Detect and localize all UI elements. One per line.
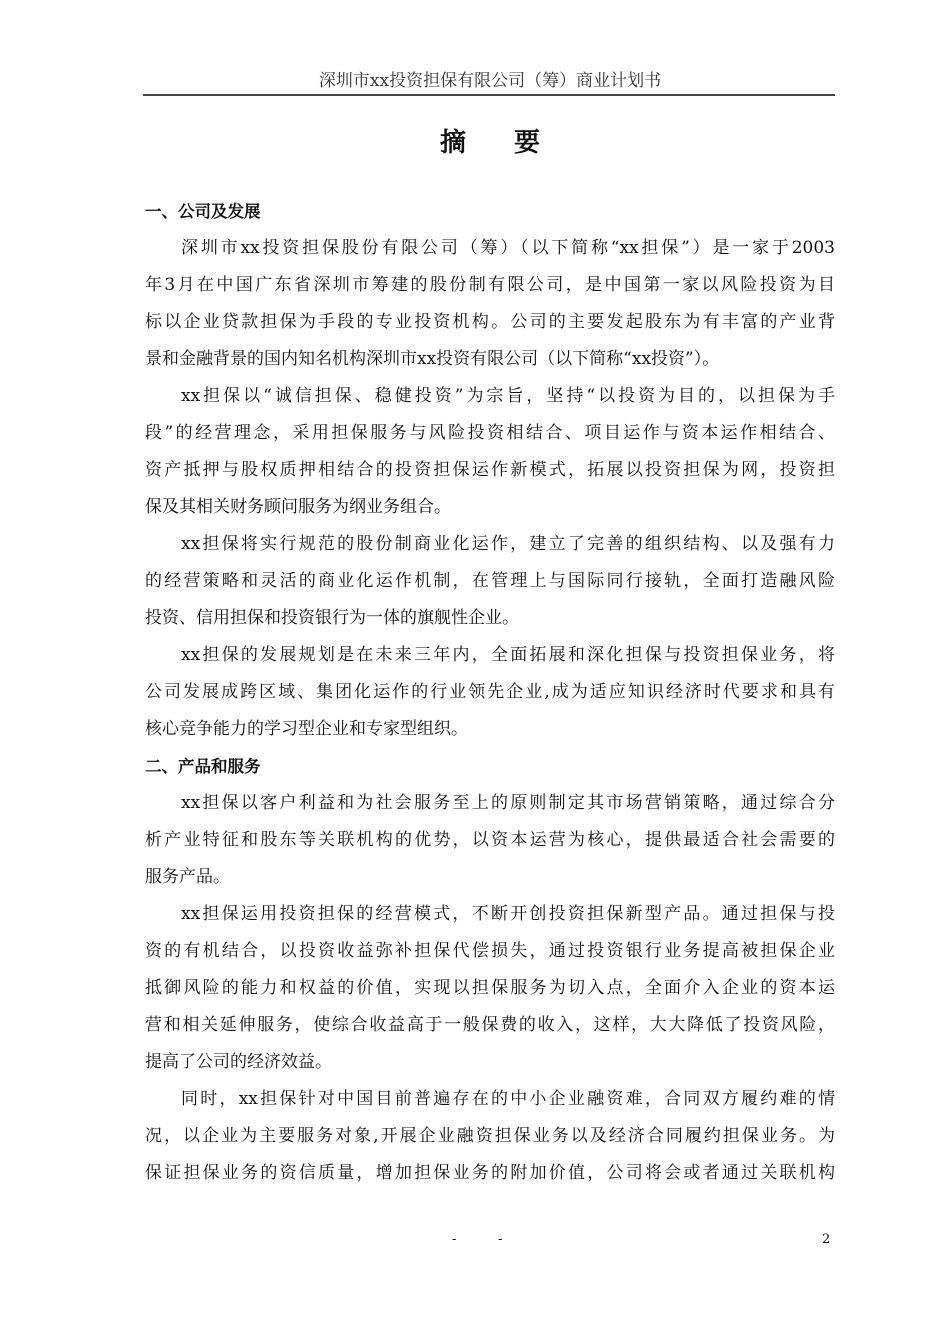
text-line: 年3月在中国广东省深圳市筹建的股份制有限公司，是中国第一家以风险投资为目 <box>145 275 835 295</box>
page-number: 2 <box>822 1232 831 1247</box>
paragraph <box>145 378 835 526</box>
text-line: 公司发展成跨区域、集团化运作的行业领先企业,成为适应知识经济时代要求和具有 <box>145 682 835 702</box>
paragraph <box>145 230 835 378</box>
text-line: xx担保以客户利益和为社会服务至上的原则制定其市场营销策略，通过综合分 <box>181 793 835 813</box>
text-line: 服务产品。 <box>145 867 230 887</box>
text-line: xx担保以“诚信担保、稳健投资”为宗旨，坚持“以投资为目的，以担保为手 <box>181 386 835 406</box>
text-line: xx担保运用投资担保的经营模式，不断开创投资担保新型产品。通过担保与投 <box>181 904 835 924</box>
text-line: 景和金融背景的国内知名机构深圳市xx投资有限公司（以下简称“xx投资”）。 <box>145 349 720 369</box>
text-line: 提高了公司的经济效益。 <box>145 1052 332 1072</box>
running-header: 深圳市xx投资担保有限公司（筹）商业计划书 <box>318 71 662 91</box>
text-line: 保及其相关财务顾问服务为纲业务组合。 <box>145 497 451 517</box>
text-line: 抵御风险的能力和权益的价值，实现以担保服务为切入点，全面介入企业的资本运 <box>145 978 835 998</box>
footer-dash: - <box>498 1232 503 1247</box>
text-line: 核心竞争能力的学习型企业和专家型组织。 <box>145 719 468 739</box>
paragraph <box>145 637 835 748</box>
text-line: 同时，xx担保针对中国目前普遍存在的中小企业融资难，合同双方履约难的情 <box>181 1089 835 1109</box>
text-line: 资的有机结合，以投资收益弥补担保代偿损失，通过投资银行业务提高被担保企业 <box>145 941 835 961</box>
text-line: 保证担保业务的资信质量，增加担保业务的附加价值，公司将会或者通过关联机构 <box>145 1163 835 1183</box>
text-line: 况，以企业为主要服务对象,开展企业融资担保业务以及经济合同履约担保业务。为 <box>145 1126 835 1146</box>
text-line: 资产抵押与股权质押相结合的投资担保运作新模式，拓展以投资担保为网，投资担 <box>145 460 835 480</box>
paragraph <box>145 785 835 896</box>
paragraph <box>145 896 835 1081</box>
page-title-char: 摘 <box>439 128 466 158</box>
text-line: 析产业特征和股东等关联机构的优势，以资本运营为核心，提供最适合社会需要的 <box>145 830 835 850</box>
text-line: xx担保的发展规划是在未来三年内，全面拓展和深化担保与投资担保业务，将 <box>181 645 835 665</box>
footer-dash: - <box>452 1232 457 1247</box>
text-line: 投资、信用担保和投资银行为一体的旗舰性企业。 <box>145 608 519 628</box>
text-line: 的经营策略和灵活的商业化运作机制，在管理上与国际同行接轨，全面打造融风险 <box>145 571 835 591</box>
text-line: xx担保将实行规范的股份制商业化运作，建立了完善的组织结构、以及强有力 <box>181 534 835 554</box>
header-divider <box>143 94 835 96</box>
text-line: 段”的经营理念，采用担保服务与风险投资相结合、项目运作与资本运作相结合、 <box>145 423 835 443</box>
page-title <box>145 122 835 159</box>
page-title-char: 要 <box>514 128 541 158</box>
text-line: 深圳市xx投资担保股份有限公司（筹）（以下简称“xx担保”）是一家于2003 <box>181 238 835 258</box>
text-line: 标以企业贷款担保为手段的专业投资机构。公司的主要发起股东为有丰富的产业背 <box>145 312 835 332</box>
paragraph <box>145 526 835 637</box>
paragraph <box>145 1081 835 1192</box>
section-heading: 二、产品和服务 <box>145 757 261 776</box>
document-body <box>145 193 835 1192</box>
section-heading: 一、公司及发展 <box>145 202 261 221</box>
text-line: 营和相关延伸服务，使综合收益高于一般保费的收入，这样，大大降低了投资风险， <box>145 1015 835 1035</box>
